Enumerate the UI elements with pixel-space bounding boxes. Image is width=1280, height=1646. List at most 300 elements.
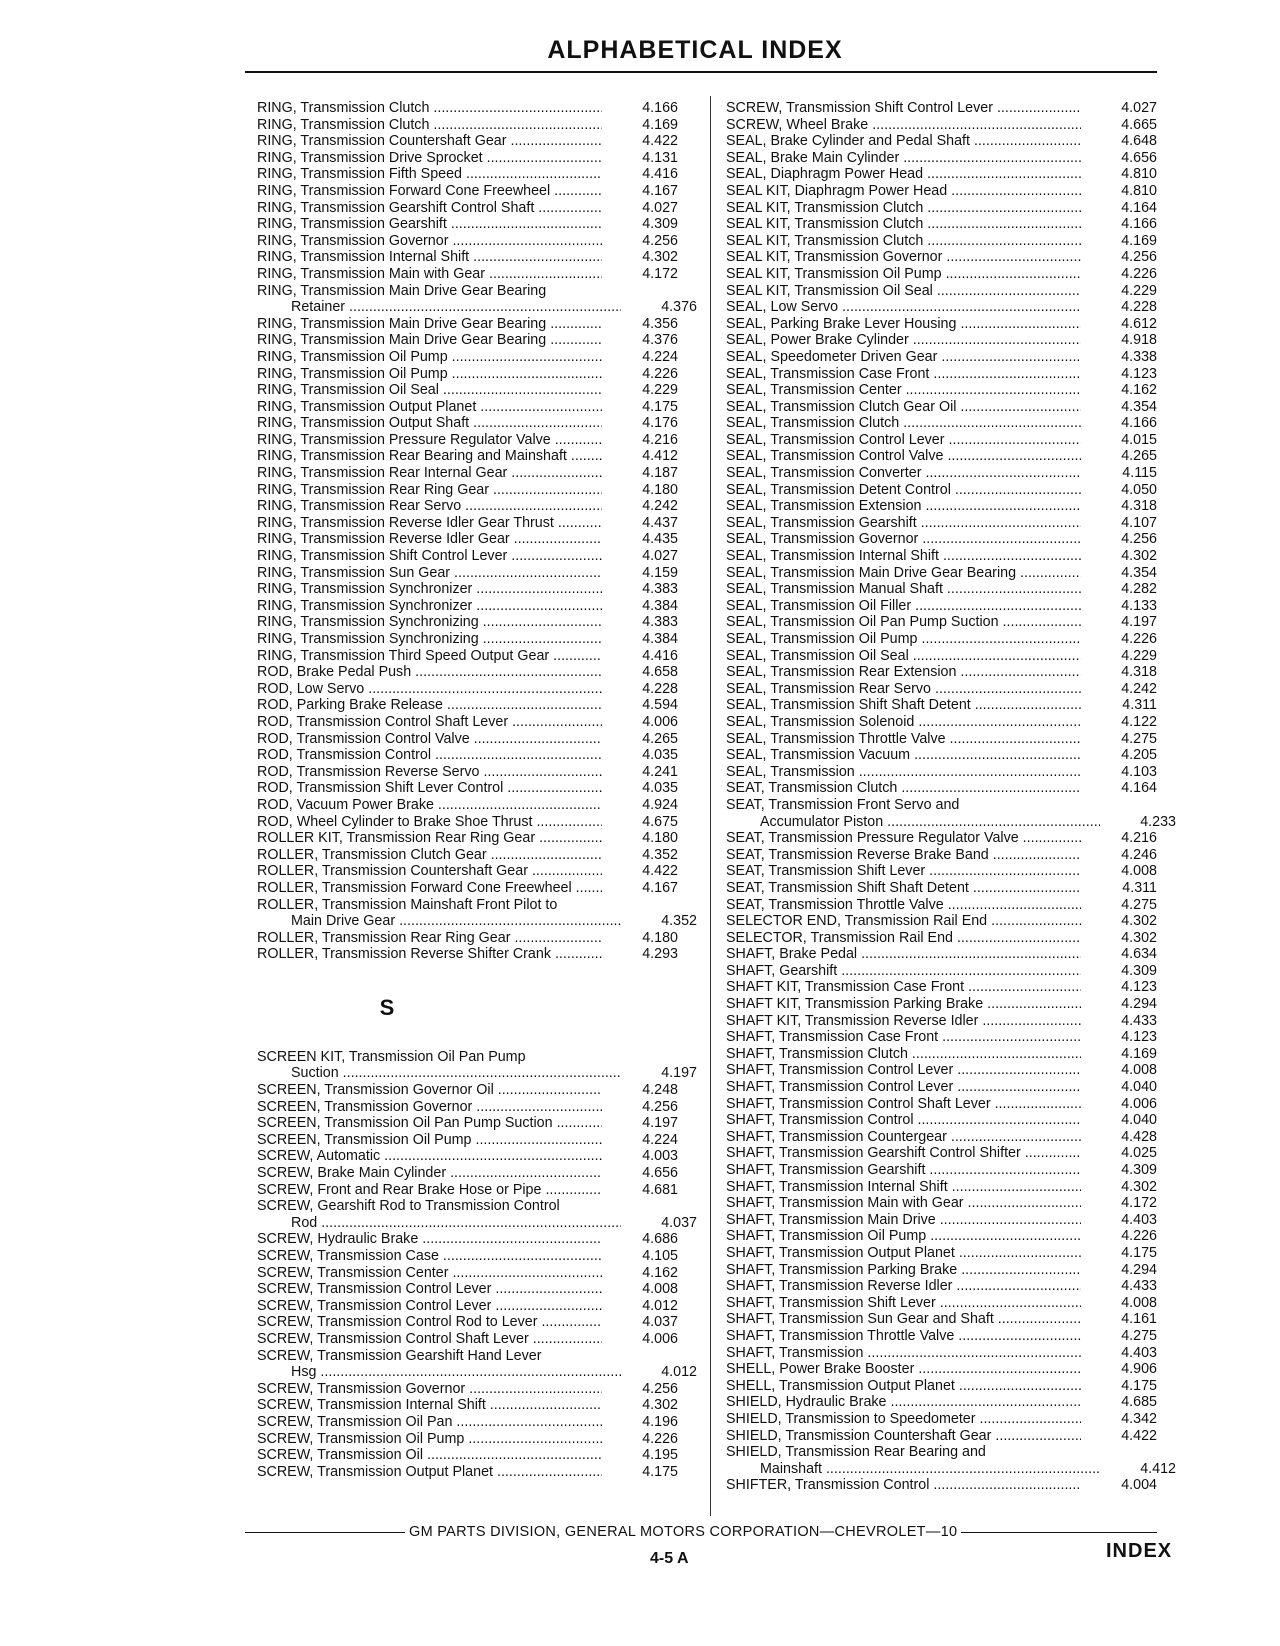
entry-page-ref: 4.318 [1121, 498, 1157, 515]
entry-page-ref: 4.248 [642, 1082, 678, 1099]
index-entry [726, 946, 1176, 963]
entry-page-ref: 4.103 [1121, 763, 1157, 780]
entry-page-ref: 4.123 [1121, 365, 1157, 382]
entry-page-ref: 4.229 [642, 382, 678, 399]
entry-term: Hsg ..... [257, 1364, 621, 1381]
index-entry [257, 731, 697, 748]
section-letter-s: S [379, 994, 395, 1020]
entry-page-ref: 4.037 [661, 1214, 697, 1231]
entry-page-ref: 4.309 [642, 216, 678, 233]
entry-term: SEAL, Parking Brake Lever Housing ..... [726, 316, 1081, 333]
entry-term: RING, Transmission Main with Gear ..... [257, 266, 602, 283]
entry-page-ref: 4.123 [1121, 979, 1157, 996]
index-entry [726, 366, 1176, 383]
index-entry [726, 1278, 1176, 1295]
entry-term: SEAL, Transmission Oil Pan Pump Suction ..... [726, 614, 1081, 631]
entry-page-ref: 4.175 [642, 1463, 678, 1480]
entry-term: SEAL, Transmission Vacuum ..... [726, 747, 1081, 764]
entry-term: SEAL KIT, Transmission Oil Seal ..... [726, 283, 1081, 300]
index-entry [257, 930, 697, 947]
entry-page-ref: 4.681 [642, 1181, 678, 1198]
index-list-s [257, 1049, 697, 1480]
entry-page-ref: 4.594 [642, 697, 678, 714]
entry-term: SEAL, Transmission Oil Pump ..... [726, 631, 1081, 648]
entry-page-ref: 4.122 [1121, 713, 1157, 730]
entry-term: SHAFT, Transmission Main Drive ..... [726, 1212, 1081, 1229]
entry-page-ref: 4.810 [1121, 182, 1157, 199]
entry-page-ref: 4.416 [642, 166, 678, 183]
entry-page-ref: 4.686 [642, 1231, 678, 1248]
entry-term: SEAL KIT, Transmission Clutch ..... [726, 233, 1081, 250]
index-entry [726, 1046, 1176, 1063]
entry-page-ref: 4.383 [642, 614, 678, 631]
index-entry [257, 880, 697, 897]
index-entry [257, 598, 697, 615]
index-entry [257, 631, 697, 648]
entry-page-ref: 4.338 [1121, 348, 1157, 365]
entry-page-ref: 4.656 [1121, 149, 1157, 166]
entry-page-ref: 4.612 [1121, 315, 1157, 332]
entry-page-ref: 4.167 [642, 182, 678, 199]
entry-term: SEAL, Transmission Control Valve ..... [726, 448, 1081, 465]
index-entry [726, 382, 1176, 399]
index-entry [726, 1428, 1176, 1445]
entry-page-ref: 4.665 [1121, 116, 1157, 133]
entry-page-ref: 4.810 [1121, 166, 1157, 183]
index-entry [726, 1079, 1176, 1096]
entry-term: SHAFT, Transmission Case Front ..... [726, 1029, 1081, 1046]
entry-term: SEAL, Transmission Converter ..... [726, 465, 1081, 482]
entry-page-ref: 4.162 [1121, 382, 1157, 399]
entry-term: RING, Transmission Gearshift Control Shaft ..... [257, 200, 602, 217]
entry-term: SCREW, Transmission Control Lever ..... [257, 1281, 602, 1298]
index-entry [257, 117, 697, 134]
entry-page-ref: 4.180 [642, 830, 678, 847]
index-entry [726, 1311, 1176, 1328]
entry-page-ref: 4.166 [1121, 216, 1157, 233]
index-entry [257, 1348, 697, 1365]
index-entry [257, 548, 697, 565]
index-entry [726, 664, 1176, 681]
index-entry [257, 200, 697, 217]
entry-page-ref: 4.918 [1121, 332, 1157, 349]
index-entry [726, 863, 1176, 880]
entry-term: ROD, Vacuum Power Brake ..... [257, 797, 602, 814]
entry-term: SHAFT, Transmission Gearshift ..... [726, 1162, 1081, 1179]
entry-page-ref: 4.294 [1121, 996, 1157, 1013]
entry-term: SHAFT KIT, Transmission Parking Brake ..... [726, 996, 1081, 1013]
entry-term: SEAL, Transmission Throttle Valve ..... [726, 731, 1081, 748]
index-entry [257, 415, 697, 432]
index-entry [726, 598, 1176, 615]
entry-term: SHAFT, Transmission Control Shaft Lever ..... [726, 1096, 1081, 1113]
entry-page-ref: 4.197 [661, 1065, 697, 1082]
index-entry [257, 581, 697, 598]
index-entry [257, 166, 697, 183]
entry-term: ROLLER, Transmission Mainshaft Front Pilot to [257, 896, 558, 913]
entry-term: RING, Transmission Synchronizing ..... [257, 631, 602, 648]
entry-term: SCREEN, Transmission Oil Pump ..... [257, 1132, 602, 1149]
index-list-r [257, 100, 697, 963]
entry-page-ref: 4.265 [1121, 448, 1157, 465]
entry-term: SHAFT, Transmission Shift Lever ..... [726, 1295, 1081, 1312]
index-entry [726, 565, 1176, 582]
entry-page-ref: 4.384 [642, 631, 678, 647]
entry-page-ref: 4.169 [642, 116, 678, 133]
entry-term: SEAT, Transmission Pressure Regulator Valve ..... [726, 830, 1081, 847]
index-entry [726, 482, 1176, 499]
entry-page-ref: 4.302 [642, 1397, 678, 1414]
entry-term: SCREW, Transmission Oil ..... [257, 1447, 602, 1464]
entry-page-ref: 4.275 [1121, 1327, 1157, 1344]
entry-page-ref: 4.354 [1121, 398, 1157, 415]
entry-page-ref: 4.311 [1122, 697, 1157, 714]
entry-page-ref: 4.422 [642, 863, 678, 880]
index-entry [257, 1115, 697, 1132]
entry-term: SHAFT, Transmission Parking Brake ..... [726, 1262, 1081, 1279]
index-entry [726, 697, 1176, 714]
entry-term: SEAL KIT, Transmission Governor ..... [726, 249, 1081, 266]
entry-page-ref: 4.180 [642, 481, 678, 498]
entry-page-ref: 4.311 [1122, 879, 1157, 896]
index-entry [257, 382, 697, 399]
entry-term: RING, Transmission Countershaft Gear ..... [257, 133, 602, 150]
entry-term: RING, Transmission Forward Cone Freewheel ..... [257, 183, 602, 200]
publisher-text: GM PARTS DIVISION, GENERAL MOTORS CORPORATION—CHEVROLET—10 [409, 1524, 958, 1540]
entry-term: RING, Transmission Main Drive Gear Bearing ..... [257, 316, 602, 333]
entry-page-ref: 4.224 [642, 1131, 678, 1148]
index-entry [726, 1461, 1176, 1478]
entry-term: RING, Transmission Synchronizer ..... [257, 581, 602, 598]
entry-page-ref: 4.226 [642, 365, 678, 382]
entry-term: ROD, Transmission Reverse Servo ..... [257, 764, 602, 781]
index-entry [257, 1215, 697, 1232]
index-entry [257, 797, 697, 814]
entry-page-ref: 4.433 [1121, 1278, 1157, 1295]
entry-term: SCREW, Transmission Control Rod to Lever ..... [257, 1314, 602, 1331]
entry-page-ref: 4.175 [642, 398, 678, 415]
entry-term: SEAL, Brake Main Cylinder ..... [726, 150, 1081, 167]
index-entry [257, 714, 697, 731]
index-entry [726, 830, 1176, 847]
index-entry [257, 283, 697, 300]
index-entry [726, 249, 1176, 266]
entry-page-ref: 4.437 [642, 514, 678, 531]
entry-term: SHIFTER, Transmission Control ..... [726, 1477, 1081, 1494]
entry-term: SEAL, Transmission Clutch Gear Oil ..... [726, 399, 1081, 416]
entry-term: RING, Transmission Rear Ring Gear ..... [257, 482, 602, 499]
entry-term: SEAL KIT, Transmission Oil Pump ..... [726, 266, 1081, 283]
index-entry [726, 731, 1176, 748]
entry-page-ref: 4.166 [1121, 415, 1157, 432]
index-entry [726, 1129, 1176, 1146]
index-entry [726, 1029, 1176, 1046]
index-entry [726, 399, 1176, 416]
index-entry [726, 714, 1176, 731]
entry-page-ref: 4.302 [642, 249, 678, 266]
entry-page-ref: 4.256 [1121, 531, 1157, 548]
entry-page-ref: 4.012 [661, 1364, 697, 1381]
entry-page-ref: 4.256 [1121, 249, 1157, 266]
entry-page-ref: 4.004 [1121, 1477, 1157, 1494]
entry-term: SCREEN KIT, Transmission Oil Pan Pump [257, 1048, 526, 1065]
entry-page-ref: 4.015 [1121, 431, 1157, 448]
entry-page-ref: 4.376 [642, 332, 678, 349]
entry-page-ref: 4.433 [1121, 1012, 1157, 1029]
entry-page-ref: 4.008 [1121, 1062, 1157, 1079]
entry-page-ref: 4.133 [1121, 597, 1157, 614]
entry-page-ref: 4.105 [642, 1248, 678, 1264]
entry-page-ref: 4.924 [642, 796, 678, 813]
entry-term: SEAL, Low Servo ..... [726, 299, 1081, 316]
entry-page-ref: 4.027 [1121, 100, 1157, 116]
entry-page-ref: 4.180 [642, 929, 678, 946]
entry-page-ref: 4.256 [642, 1098, 678, 1115]
entry-term: SHAFT, Transmission Clutch ..... [726, 1046, 1081, 1063]
index-entry [726, 1245, 1176, 1262]
entry-page-ref: 4.003 [642, 1148, 678, 1165]
entry-term: RING, Transmission Third Speed Output Gear ..... [257, 648, 602, 665]
entry-page-ref: 4.040 [1121, 1079, 1157, 1096]
entry-term: SEAT, Transmission Front Servo and [726, 796, 960, 813]
entry-page-ref: 4.229 [1121, 282, 1157, 299]
index-entry [726, 166, 1176, 183]
index-entry [726, 631, 1176, 648]
entry-term: SHAFT, Transmission Control Lever ..... [726, 1079, 1081, 1096]
index-entry [726, 797, 1176, 814]
footer [245, 1524, 1157, 1540]
entry-term: RING, Transmission Rear Servo ..... [257, 498, 602, 515]
entry-term: SCREW, Automatic ..... [257, 1148, 602, 1165]
entry-term: SEAL KIT, Transmission Clutch ..... [726, 200, 1081, 217]
index-entry [726, 1411, 1176, 1428]
entry-page-ref: 4.302 [1121, 1178, 1157, 1195]
index-entry [257, 1198, 697, 1215]
entry-term: RING, Transmission Synchronizer ..... [257, 598, 602, 615]
entry-term: SHIELD, Transmission Rear Bearing and [726, 1444, 986, 1461]
index-entry [257, 299, 697, 316]
entry-term: SCREW, Transmission Output Planet ..... [257, 1464, 602, 1481]
entry-term: SCREW, Transmission Shift Control Lever ..... [726, 100, 1081, 117]
entry-term: RING, Transmission Drive Sprocket ..... [257, 150, 602, 167]
entry-page-ref: 4.164 [1121, 199, 1157, 216]
entry-page-ref: 4.416 [642, 647, 678, 664]
index-entry [726, 531, 1176, 548]
entry-term: SELECTOR, Transmission Rail End ..... [726, 930, 1081, 947]
index-entry [257, 1414, 697, 1431]
index-entry [726, 780, 1176, 797]
index-entry [257, 249, 697, 266]
entry-term: ROLLER, Transmission Clutch Gear ..... [257, 847, 602, 864]
entry-page-ref: 4.226 [1121, 1228, 1157, 1245]
index-entry [257, 863, 697, 880]
entry-term: SEAL, Transmission Gearshift ..... [726, 515, 1081, 532]
entry-term: SCREW, Transmission Governor ..... [257, 1381, 602, 1398]
index-entry [726, 1228, 1176, 1245]
entry-page-ref: 4.256 [642, 1380, 678, 1397]
title-rule [245, 71, 1157, 73]
index-entry [257, 432, 697, 449]
entry-term: SCREW, Transmission Case ..... [257, 1248, 602, 1265]
entry-page-ref: 4.309 [1121, 962, 1157, 979]
entry-page-ref: 4.428 [1121, 1128, 1157, 1145]
entry-term: RING, Transmission Governor ..... [257, 233, 602, 250]
index-entry [726, 1262, 1176, 1279]
entry-term: SEAL KIT, Transmission Clutch ..... [726, 216, 1081, 233]
entry-term: SEAT, Transmission Shift Lever ..... [726, 863, 1081, 880]
entry-page-ref: 4.025 [1121, 1145, 1157, 1162]
entry-term: SEAL, Transmission Solenoid ..... [726, 714, 1081, 731]
entry-page-ref: 4.035 [642, 747, 678, 764]
entry-term: ROLLER, Transmission Countershaft Gear ..... [257, 863, 602, 880]
entry-term: RING, Transmission Oil Seal ..... [257, 382, 602, 399]
entry-page-ref: 4.226 [642, 1430, 678, 1447]
index-entry [726, 1345, 1176, 1362]
index-entry [726, 548, 1176, 565]
entry-page-ref: 4.162 [642, 1264, 678, 1281]
entry-page-ref: 4.675 [642, 813, 678, 830]
index-entry [726, 764, 1176, 781]
entry-term: SHAFT, Transmission Throttle Valve ..... [726, 1328, 1081, 1345]
entry-term: SCREW, Transmission Internal Shift ..... [257, 1397, 602, 1414]
entry-term: ROD, Low Servo ..... [257, 681, 602, 698]
entry-term: RING, Transmission Output Planet ..... [257, 399, 602, 416]
entry-term: Rod ..... [257, 1215, 621, 1232]
index-entry [726, 1013, 1176, 1030]
index-label: INDEX [1106, 1540, 1173, 1562]
index-entry [726, 930, 1176, 947]
entry-term: SHELL, Power Brake Booster ..... [726, 1361, 1081, 1378]
entry-page-ref: 4.159 [642, 564, 678, 581]
entry-term: SCREW, Gearshift Rod to Transmission Control [257, 1198, 560, 1215]
index-entry [726, 963, 1176, 980]
entry-term: SEAL, Transmission Internal Shift ..... [726, 548, 1081, 565]
index-entry [726, 133, 1176, 150]
index-entry [726, 117, 1176, 134]
entry-page-ref: 4.302 [1121, 548, 1157, 565]
index-entry [257, 830, 697, 847]
entry-page-ref: 4.275 [1121, 730, 1157, 747]
index-entry [257, 1447, 697, 1464]
entry-page-ref: 4.037 [642, 1314, 678, 1331]
index-entry [726, 299, 1176, 316]
entry-page-ref: 4.294 [1121, 1261, 1157, 1278]
entry-page-ref: 4.241 [642, 763, 678, 780]
entry-page-ref: 4.027 [642, 199, 678, 216]
index-entry [257, 1281, 697, 1298]
index-entry [726, 1096, 1176, 1113]
entry-page-ref: 4.172 [642, 265, 678, 282]
index-entry [726, 332, 1176, 349]
index-entry [257, 1082, 697, 1099]
entry-term: SCREW, Transmission Oil Pan ..... [257, 1414, 602, 1431]
index-entry [257, 150, 697, 167]
index-entry [257, 946, 697, 963]
index-entry [726, 233, 1176, 250]
entry-page-ref: 4.246 [1121, 846, 1157, 863]
entry-page-ref: 4.376 [661, 299, 697, 316]
index-entry [257, 448, 697, 465]
index-entry [726, 897, 1176, 914]
entry-term: SHAFT, Transmission Countergear ..... [726, 1129, 1081, 1146]
entry-term: SEAL, Transmission Rear Extension ..... [726, 664, 1081, 681]
entry-term: RING, Transmission Rear Internal Gear ..... [257, 465, 602, 482]
index-entry [257, 1049, 697, 1066]
entry-term: SEAL, Transmission Shift Shaft Detent ..... [726, 697, 1081, 714]
entry-page-ref: 4.175 [1121, 1377, 1157, 1394]
entry-page-ref: 4.352 [642, 846, 678, 863]
entry-term: SCREW, Transmission Center ..... [257, 1265, 602, 1282]
page-title: ALPHABETICAL INDEX [547, 36, 843, 64]
footer-rule-left [245, 1532, 405, 1533]
index-entry [257, 465, 697, 482]
entry-term: SEAL, Brake Cylinder and Pedal Shaft ..... [726, 133, 1081, 150]
index-entry [257, 1314, 697, 1331]
entry-page-ref: 4.412 [1140, 1460, 1176, 1477]
entry-page-ref: 4.006 [642, 1330, 678, 1347]
index-entry [726, 1477, 1176, 1494]
index-entry [726, 747, 1176, 764]
entry-term: RING, Transmission Internal Shift ..... [257, 249, 602, 266]
index-entry [726, 283, 1176, 300]
entry-page-ref: 4.008 [1121, 863, 1157, 880]
entry-term: RING, Transmission Clutch ..... [257, 100, 602, 117]
entry-term: ROD, Brake Pedal Push ..... [257, 664, 602, 681]
index-entry [257, 1431, 697, 1448]
entry-page-ref: 4.302 [1121, 913, 1157, 930]
entry-page-ref: 4.383 [642, 581, 678, 598]
index-entry [726, 1444, 1176, 1461]
entry-page-ref: 4.166 [642, 100, 678, 116]
entry-page-ref: 4.256 [642, 232, 678, 249]
entry-page-ref: 4.352 [661, 913, 697, 930]
entry-page-ref: 4.435 [642, 531, 678, 548]
entry-page-ref: 4.265 [642, 730, 678, 747]
index-entry [726, 1145, 1176, 1162]
entry-term: Retainer ..... [257, 299, 621, 316]
entry-term: ROLLER, Transmission Forward Cone Freewheel ..... [257, 880, 602, 897]
index-entry [726, 183, 1176, 200]
entry-term: ROLLER, Transmission Reverse Shifter Crank ..... [257, 946, 602, 963]
entry-page-ref: 4.035 [642, 780, 678, 797]
index-list-right [726, 100, 1176, 1494]
entry-term: ROLLER KIT, Transmission Rear Ring Gear ..... [257, 830, 602, 847]
entry-term: SEAL, Transmission Oil Seal ..... [726, 648, 1081, 665]
left-column [257, 100, 697, 1480]
index-entry [257, 1182, 697, 1199]
index-entry [726, 913, 1176, 930]
index-entry [257, 1148, 697, 1165]
entry-term: SEAT, Transmission Clutch ..... [726, 780, 1081, 797]
entry-page-ref: 4.233 [1140, 813, 1176, 830]
entry-term: RING, Transmission Oil Pump ..... [257, 366, 602, 383]
entry-term: SEAL, Diaphragm Power Head ..... [726, 166, 1081, 183]
entry-term: SEAL, Transmission Clutch ..... [726, 415, 1081, 432]
entry-term: RING, Transmission Clutch ..... [257, 117, 602, 134]
index-entry [726, 448, 1176, 465]
index-entry [726, 1195, 1176, 1212]
entry-term: SEAL, Speedometer Driven Gear ..... [726, 349, 1081, 366]
entry-page-ref: 4.412 [642, 448, 678, 465]
entry-page-ref: 4.318 [1121, 664, 1157, 681]
entry-term: SHAFT, Brake Pedal ..... [726, 946, 1081, 963]
entry-term: RING, Transmission Gearshift ..... [257, 216, 602, 233]
entry-term: SCREW, Transmission Control Lever ..... [257, 1298, 602, 1315]
entry-page-ref: 4.050 [1121, 481, 1157, 498]
entry-term: SEAL, Transmission Main Drive Gear Bearing ..... [726, 565, 1081, 582]
entry-page-ref: 4.282 [1121, 581, 1157, 598]
index-entry [257, 1132, 697, 1149]
